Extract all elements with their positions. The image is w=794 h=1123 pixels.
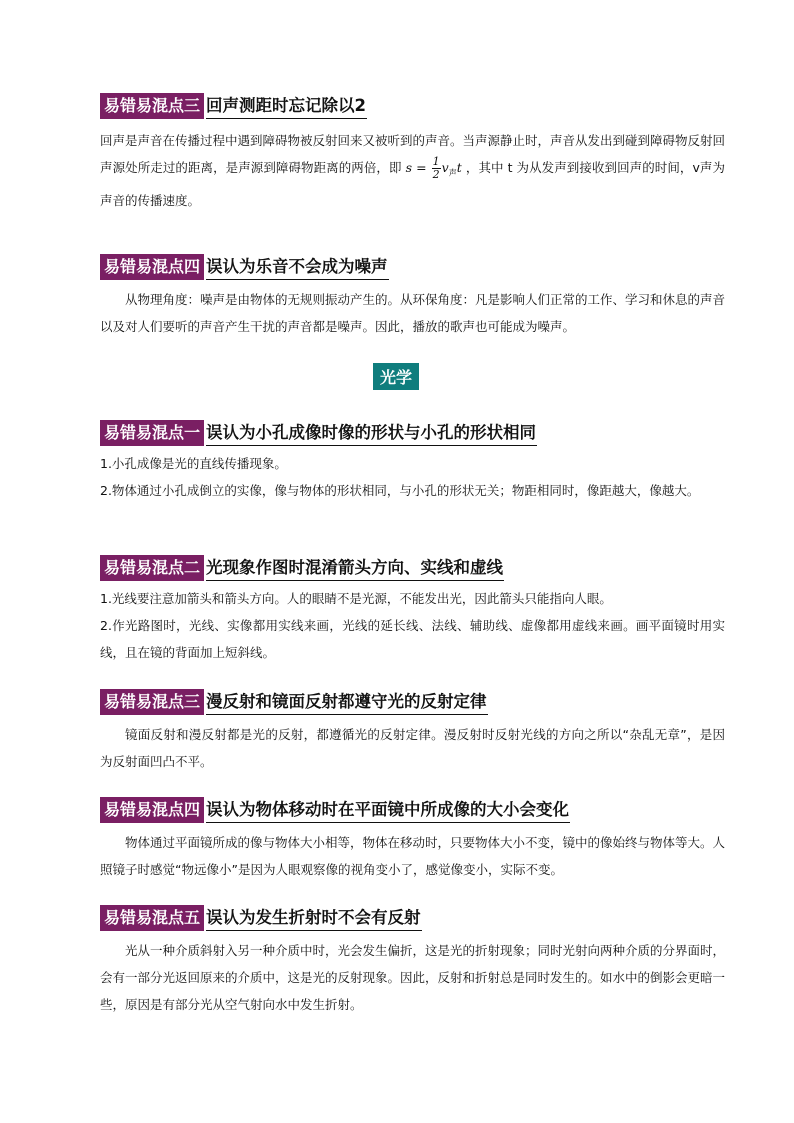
- section-echo-ranging: [100, 93, 725, 214]
- section-title: 误认为小孔成像时像的形状与小孔的形状相同: [206, 421, 537, 446]
- section-heading: [100, 797, 725, 823]
- fraction: [432, 156, 441, 181]
- fraction-numerator: 1: [432, 155, 440, 168]
- section-heading: [100, 555, 725, 581]
- text-run: ，其中 t 为从发声到接收到回声的时间，v声为声音的传播速度。: [100, 160, 725, 208]
- section-heading: [100, 254, 725, 280]
- section-music-noise: [100, 254, 725, 340]
- section-heading: [100, 689, 725, 715]
- paragraph: 物体通过平面镜所成的像与物体大小相等，物体在移动时，只要物体大小不变，镜中的像始终与物体等大。人照镜子时感觉“物远像小”是因为人眼观察像的视角变小了，感觉像变小，实际不变。: [100, 835, 726, 877]
- paragraph: 2.物体通过小孔成倒立的实像，像与物体的形状相同，与小孔的形状无关；物距相同时，像距越大，像越大。: [100, 483, 700, 498]
- section-tag: 易错易混点三: [100, 93, 204, 119]
- formula-lhs: s =: [405, 160, 427, 175]
- section-heading: [100, 93, 725, 119]
- section-pinhole-imaging: [100, 420, 725, 504]
- section-plane-mirror: [100, 797, 725, 883]
- section-reflection-law: [100, 689, 725, 775]
- section-title: 误认为物体移动时在平面镜中所成像的大小会变化: [206, 798, 570, 823]
- section-tag: 易错易混点四: [100, 797, 204, 823]
- section-heading: [100, 420, 725, 446]
- section-title: 回声测距时忘记除以2: [206, 94, 367, 119]
- chapter-title-optics: 光学: [373, 363, 419, 390]
- section-tag: 易错易混点四: [100, 254, 204, 280]
- section-tag: 易错易混点三: [100, 689, 204, 715]
- section-tag: 易错易混点二: [100, 555, 204, 581]
- section-title: 误认为发生折射时不会有反射: [206, 906, 422, 931]
- section-ray-drawing: [100, 555, 725, 666]
- section-title: 漫反射和镜面反射都遵守光的反射定律: [206, 690, 488, 715]
- formula: [405, 155, 466, 181]
- paragraph: [100, 127, 725, 214]
- paragraph: 1.小孔成像是光的直线传播现象。: [100, 456, 287, 471]
- formula-subscript: 声: [448, 168, 457, 178]
- section-refraction: [100, 905, 725, 1018]
- formula-v: v: [441, 160, 449, 175]
- paragraph: 1.光线要注意加箭头和箭头方向。人的眼睛不是光源，不能发出光，因此箭头只能指向人眼。: [100, 591, 612, 606]
- fraction-denominator: 2: [432, 168, 440, 181]
- section-tag: 易错易混点五: [100, 905, 204, 931]
- paragraph: 镜面反射和漫反射都是光的反射，都遵循光的反射定律。漫反射时反射光线的方向之所以“杂乱无章”，是因为反射面凹凸不平。: [100, 727, 725, 769]
- section-heading: [100, 905, 725, 931]
- formula-t: t: [456, 160, 462, 175]
- paragraph: 2.作光路图时，光线、实像都用实线来画，光线的延长线、法线、辅助线、虚像都用虚线来画。画平面镜时用实线，且在镜的背面加上短斜线。: [100, 618, 725, 660]
- section-title: 误认为乐音不会成为噪声: [206, 255, 389, 280]
- paragraph: 光从一种介质斜射入另一种介质中时，光会发生偏折，这是光的折射现象；同时光射向两种介质的分界面时，会有一部分光返回原来的介质中，这是光的反射现象。因此，反射和折射总是同时发生的。如水中的倒影会更暗一些，原因是有部分光从空气射向水中发生折射。: [100, 943, 726, 1012]
- section-tag: 易错易混点一: [100, 420, 204, 446]
- text-run: 回声是声音在传播过程中遇到障碍物被反射回来又被听到的声音。当声源静止时，声音从发出到碰到障碍物反射回声源处所走过的距离，是声源到障碍物距离的两倍，即: [100, 133, 726, 175]
- paragraph: 从物理角度：噪声是由物体的无规则振动产生的。从环保角度：凡是影响人们正常的工作、学习和休息的声音以及对人们要听的声音产生干扰的声音都是噪声。因此，播放的歌声也可能成为噪声。: [100, 292, 726, 334]
- section-title: 光现象作图时混淆箭头方向、实线和虚线: [206, 556, 504, 581]
